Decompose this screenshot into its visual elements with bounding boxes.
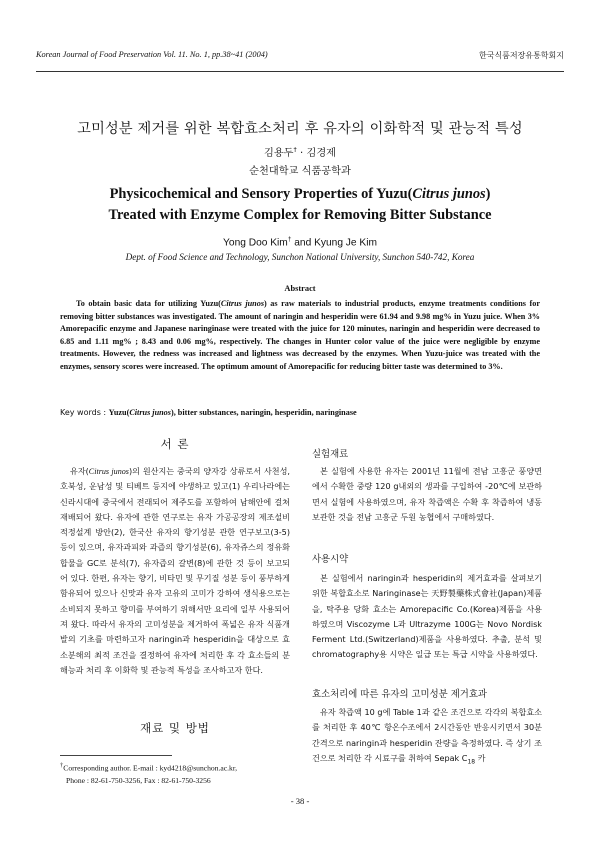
journal-society-name: 한국식품저장유통학회지: [478, 51, 564, 60]
header-rule: [36, 71, 564, 72]
journal-citation: Korean Journal of Food Preservation Vol. 11. No. 1, pp.38~41 (2004): [36, 50, 268, 59]
keywords-label: Key words :: [60, 408, 109, 417]
materials-body: 본 실험에 사용한 유자는 2001년 11월에 전남 고흥군 풍양면에서 수확한 중량 120 g내외의 생과를 구입하여 -20℃에 보관하면서 실험에 사용하였으며, 유자 착즙액은 수확 후 착즙하여 냉동 보관한 것을 전남 고흥군 두원 농협에서 구매하였다.: [312, 466, 542, 522]
footnote: †Corresponding author. E-mail : kyd4218@sunchon.ac.kr, Phone : 82-61-750-3256, Fax : 82-61-750-3256: [60, 760, 290, 787]
enzyme-treatment-heading: 효소처리에 따른 유자의 고미성분 제거효과: [312, 689, 487, 700]
english-authors: [30, 236, 570, 248]
korean-author-2: · 김경제: [296, 148, 337, 159]
footnote-corresponding: Corresponding author. E-mail : kyd4218@sunchon.ac.kr,: [63, 763, 237, 773]
journal-header: [36, 50, 564, 64]
korean-author-1: 김용두: [263, 148, 294, 159]
corresponding-mark: †: [293, 145, 297, 154]
reagents-body: 본 실험에서 naringin과 hesperidin의 제거효과를 살펴보기 위한 복합효소로 Naringinase는 天野製藥株式會社(Japan)제품을, 탁주용 당화 효소는 Amorepacific Co.(Korea)제품을 사용하였으며 Viscozyme L과 Ultrazyme 100G는 Novo Nordisk Ferment Ltd.(Switzerland)제품을 사용하였다. 추출, 분석 및 chromatography용 시약은 일급 또는 특급 시약을 사용하였다.: [312, 573, 542, 660]
introduction-heading: 서 론: [160, 437, 190, 451]
introduction-body: 유자(Citrus junos)의 원산지는 중국의 양자강 상류로서 사천성, 호북성, 운남성 및 티베트 등지에 야생하고 있고(1) 우리나라에는 신라시대에 중국에서 전래되어 제주도를 포함하여 남해안에 걸쳐 재배되어 왔다. 유자에 관한 연구로는 유자 가공공장의 제조설비 적정설계 방안(2), 한국산 유자의 향기성분 관한 연구보고(3-5) 등이 있으며, 유자과피와 과즙의 향기성분(6), 유자쥬스의 정유화합물을 GC로 분석(7), 유자즙의 갈변(8)에 관한 것 등이 보고되어 있다. 한편, 유자는 향기, 비타민 및 무기질 성분 등이 풍부하게 함유되어 있으나 신맛과 유자 고유의 고미가 강하여 생식용으로는 소비되지 못하고 향미를 부여하기 위해서만 요리에 일부 사용되어져 왔다. 따라서 유자의 고미성분을 제거하여 폭넓은 유자 식품개발의 기초를 마련하고자 naringin과 hesperidin을 대상으로 효소분해의 최적 조건을 결정하여 유자에 처리한 후 각 효소들의 분해능과 처리 후 이화학 및 관능적 특성을 조사하고자 한다.: [60, 466, 290, 675]
english-author-1: Yong Doo Kim: [223, 237, 288, 249]
footnote-rule: [60, 755, 172, 756]
korean-authors: [30, 144, 570, 159]
species-name: Citrus junos: [412, 186, 486, 202]
materials-heading: 실험재료: [312, 449, 349, 460]
reagents-heading: 사용시약: [312, 554, 349, 565]
abstract-heading: Abstract: [284, 284, 316, 293]
english-affiliation: Dept. of Food Science and Technology, Sunchon National University, Sunchon 540-742, Korea: [125, 252, 475, 262]
footnote-phone: Phone : 82-61-750-3256, Fax : 82-61-750-3256: [66, 775, 211, 785]
korean-title: 고미성분 제거를 위한 복합효소처리 후 유자의 이화학적 및 관능적 특성: [77, 121, 523, 137]
enzyme-treatment-body: 유자 착즙액 10 g에 Table 1과 같은 조건으로 각각의 복합효소를 처리한 후 40℃ 항온수조에서 2시간동안 반응시키면서 30분 간격으로 naringin과 hesperidin 잔량을 측정하였다. 즉 상기 조건으로 처리한 각 시료구를 취하여 Sepak $C_{18}$ 카: [312, 707, 542, 766]
english-title: Physicochemical and Sensory Properties of Yuzu(Citrus junos) Treated with Enzyme Complex for Removing Bitter Substance: [108, 186, 492, 223]
corresponding-mark-en: †: [287, 236, 292, 243]
abstract-body: To obtain basic data for utilizing Yuzu(Citrus junos) as raw materials to industrial products, enzyme treatments conditions for removing bitter substances was investigated. The amount of naringin and hesperidin were 61.94 and 9.98 mg% in Yuzu juice. When 3% Amorepacific enzyme and Japanese naringinase were treated with the juice for 120 minutes, naringin and hesperidin were decreased to 6.85 and 1.11 mg% ; 8.43 and 0.06 mg%, respectively. The changes in Hunter color value of the juice were negligible by enzyme treatments. However, the redness was increased and lightness was decreased by the enzymes. When Yuzu-juice was treated with the enzymes, sensory scores were increased. The optimum amount of Amorepacific for reducing bitter taste was determined to 3%.: [60, 299, 540, 371]
english-author-2: and Kyung Je Kim: [291, 237, 377, 249]
keywords-list: Yuzu(Citrus junos), bitter substances, naringin, hesperidin, naringinase: [108, 408, 357, 417]
page-number: - 38 -: [290, 796, 310, 806]
methods-heading: 재료 및 방법: [140, 721, 210, 735]
keywords: [60, 408, 540, 417]
korean-affiliation: 순천대학교 식품공학과: [249, 166, 351, 177]
